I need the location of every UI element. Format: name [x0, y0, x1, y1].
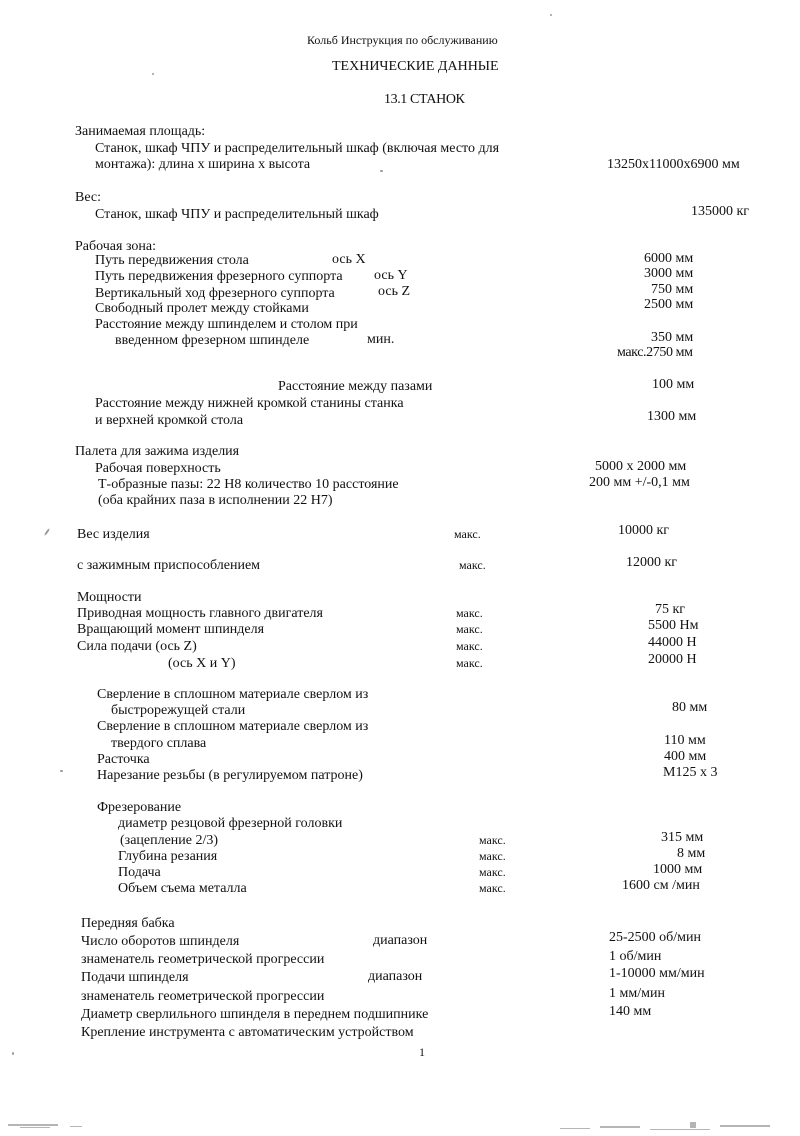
drill-hss-value: 80 мм: [672, 700, 708, 715]
scan-speck: [60, 770, 63, 772]
drill-carbide-value: 110 мм: [664, 733, 706, 748]
slot-distance-value: 100 мм: [652, 377, 695, 392]
max-value: макс.2750 мм: [617, 345, 693, 360]
drill-carbide-line2: твердого сплава: [111, 736, 207, 751]
area-value: 13250x11000x6900 мм: [607, 157, 740, 172]
scan-speck: [152, 73, 154, 75]
feed-force-z-max: макс.: [456, 639, 483, 653]
axis-x-label: ось X: [332, 252, 366, 267]
fixture-weight-label: с зажимным приспособлением: [77, 558, 261, 573]
removal-rate-label: Объем съема металла: [118, 881, 247, 896]
edge-distance-line1: Расстояние между нижней кромкой станины станка: [95, 396, 404, 411]
edge-distance-value: 1300 мм: [647, 409, 697, 424]
feed-force-z-label: Сила подачи (ось Z): [77, 639, 197, 654]
vertical-travel-label: Вертикальный ход фрезерного суппорта: [95, 286, 335, 301]
scan-speck: [550, 14, 552, 16]
mill-travel-label: Путь передвижения фрезерного суппорта: [95, 269, 343, 284]
spindle-distance-line2: введенном фрезерном шпинделе: [115, 333, 310, 348]
t-slots-line1: Т-образные пазы: 22 Н8 количество 10 расстояние: [98, 477, 399, 492]
scan-speck: [380, 170, 383, 172]
axis-z-label: ось Z: [378, 284, 410, 299]
page-title: ТЕХНИЧЕСКИЕ ДАННЫЕ: [332, 59, 499, 74]
milling-label: Фрезерование: [97, 800, 182, 815]
feeds-ratio-label: знаменатель геометрической прогрессии: [81, 989, 325, 1004]
feed-value: 1000 мм: [653, 862, 703, 877]
t-slots-line2: (оба крайних паза в исполнении 22 Н7): [98, 493, 333, 508]
spindle-distance-line1: Расстояние между шпинделем и столом при: [95, 317, 358, 332]
spindle-speed-label: Число оборотов шпинделя: [81, 934, 240, 949]
drive-power-label: Приводная мощность главного двигателя: [77, 606, 323, 621]
cut-depth-label: Глубина резания: [118, 849, 218, 864]
spindle-feeds-value: 1-10000 мм/мин: [609, 966, 705, 981]
area-desc-line1: Станок, шкаф ЧПУ и распределительный шкаф (включая место для: [95, 141, 500, 156]
drill-hss-line1: Сверление в сплошном материале сверлом из: [97, 687, 369, 702]
free-span-label: Свободный пролет между стойками: [95, 301, 309, 316]
drive-power-value: 75 кг: [655, 602, 686, 617]
boring-label: Расточка: [97, 752, 150, 767]
cut-depth-max: макс.: [479, 849, 506, 863]
cutter-diameter-line1: диаметр резцовой фрезерной головки: [118, 816, 343, 831]
headstock-label: Передняя бабка: [81, 916, 175, 931]
spindle-feeds-label: Подачи шпинделя: [81, 970, 189, 985]
torque-max: макс.: [456, 622, 483, 636]
feed-force-xy-max: макс.: [456, 656, 483, 670]
axis-y-label: ось Y: [374, 268, 408, 283]
torque-label: Вращающий момент шпинделя: [77, 622, 265, 637]
workzone-label: Рабочая зона:: [75, 239, 156, 254]
weight-value: 135000 кг: [691, 204, 750, 219]
cutter-diameter-max: макс.: [479, 833, 506, 847]
drill-spindle-label: Диаметр сверлильного шпинделя в переднем подшипнике: [81, 1007, 429, 1022]
feed-force-xy-label: (ось X и Y): [168, 656, 236, 671]
drill-hss-line2: быстрорежущей стали: [111, 703, 246, 718]
cutter-diameter-line2: (зацепление 2/3): [120, 833, 219, 848]
work-surface-value: 5000 x 2000 мм: [595, 459, 687, 474]
min-label: мин.: [367, 332, 395, 347]
document-header: Кольб Инструкция по обслуживанию: [307, 33, 498, 47]
threading-label: Нарезание резьбы (в регулируемом патроне): [97, 768, 363, 783]
work-surface-label: Рабочая поверхность: [95, 461, 221, 476]
removal-rate-value: 1600 см /мин: [622, 878, 700, 893]
boring-value: 400 мм: [664, 749, 707, 764]
area-desc-line2: монтажа): длина х ширина х высота: [95, 157, 311, 172]
feed-force-z-value: 44000 Н: [648, 635, 697, 650]
cut-depth-value: 8 мм: [677, 846, 706, 861]
page-number: 1: [419, 1045, 425, 1059]
spindle-speed-range: диапазон: [373, 933, 428, 948]
scan-speck: [12, 1052, 14, 1055]
drive-power-max: макс.: [456, 606, 483, 620]
edge-distance-line2: и верхней кромкой стола: [95, 413, 244, 428]
torque-value: 5500 Нм: [648, 618, 699, 633]
feed-label: Подача: [118, 865, 161, 880]
threading-value: M125 x 3: [663, 765, 718, 780]
section-title: 13.1 СТАНОК: [384, 92, 465, 107]
fixture-weight-value: 12000 кг: [626, 555, 678, 570]
area-label: Занимаемая площадь:: [75, 124, 206, 139]
feed-max: макс.: [479, 865, 506, 879]
fixture-weight-max: макс.: [459, 558, 486, 572]
table-travel-label: Путь передвижения стола: [95, 253, 249, 268]
drill-carbide-line1: Сверление в сплошном материале сверлом из: [97, 719, 369, 734]
spindle-speed-value: 25-2500 об/мин: [609, 930, 702, 945]
weight-desc: Станок, шкаф ЧПУ и распределительный шкаф: [95, 207, 379, 222]
feed-force-xy-value: 20000 Н: [648, 652, 697, 667]
cutter-diameter-value: 315 мм: [661, 830, 704, 845]
speed-ratio-label: знаменатель геометрической прогрессии: [81, 952, 325, 967]
scan-noise: [0, 1096, 800, 1136]
vertical-travel-value: 750 мм: [651, 282, 694, 297]
speed-ratio-value: 1 об/мин: [609, 949, 662, 964]
slot-distance-label: Расстояние между пазами: [278, 379, 433, 394]
feeds-ratio-value: 1 мм/мин: [609, 986, 665, 1001]
pallet-label: Палета для зажима изделия: [75, 444, 240, 459]
t-slots-value: 200 мм +/-0,1 мм: [589, 475, 690, 490]
workpiece-weight-value: 10000 кг: [618, 523, 670, 538]
removal-rate-max: макс.: [479, 881, 506, 895]
power-label: Мощности: [77, 590, 142, 605]
drill-spindle-value: 140 мм: [609, 1004, 652, 1019]
tool-clamp-label: Крепление инструмента с автоматическим устройством: [81, 1025, 414, 1040]
weight-label: Вес:: [75, 190, 102, 205]
mill-travel-value: 3000 мм: [644, 266, 694, 281]
table-travel-value: 6000 мм: [644, 251, 694, 266]
scan-speck: [44, 528, 50, 536]
min-value: 350 мм: [651, 330, 694, 345]
workpiece-weight-max: макс.: [454, 527, 481, 541]
workpiece-weight-label: Вес изделия: [77, 527, 150, 542]
free-span-value: 2500 мм: [644, 297, 694, 312]
spindle-feeds-range: диапазон: [368, 969, 423, 984]
